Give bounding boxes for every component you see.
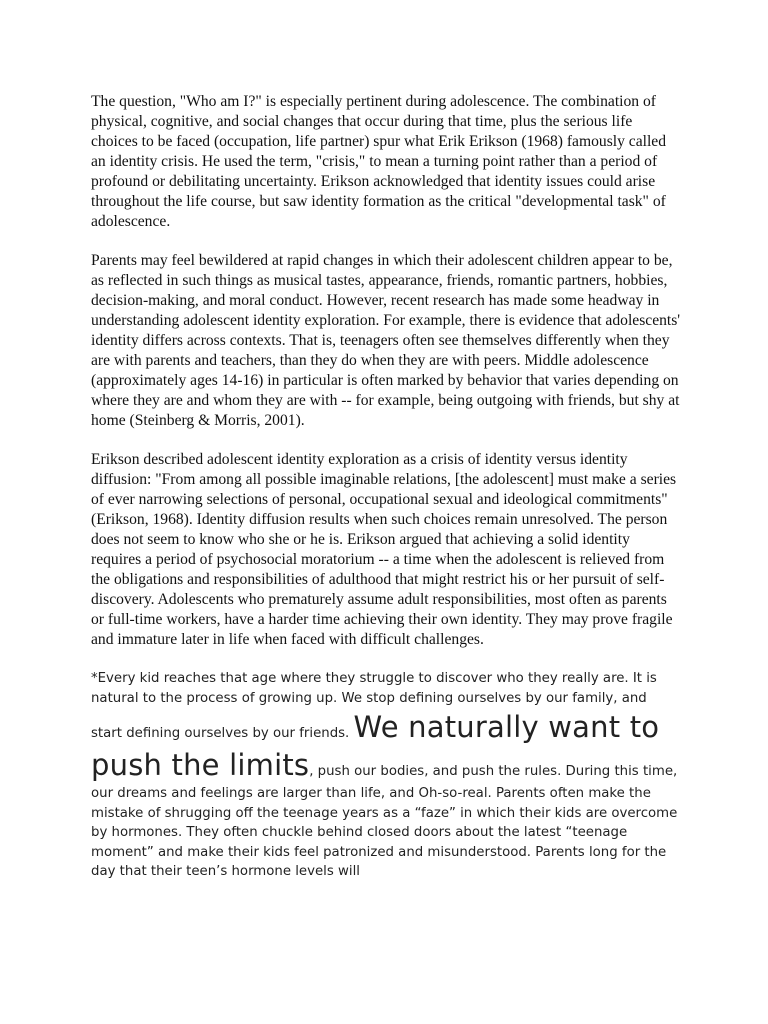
paragraph-identity-question: The question, "Who am I?" is especially pertinent during adolescence. The combination of physical, cognitive, and social changes that occur during that time, plus the serious life choices to be faced (occupation, life partner) spur what Erik Erikson (1968) famously called an identity crisis. He used the term, "crisis," to mean a turning point rather than a period of profound or debilitating uncertainty. Erikson acknowledged that identity issues could arise throughout the life course, but saw identity formation as the critical "developmental task" of adolescence. (91, 93, 667, 230)
note-emphasis: We naturally want to push the limits (91, 710, 660, 782)
note-text-start: *Every kid reaches that age where they struggle to discover who they really are. It is natural to the process of growing up. We stop defining ourselves by our family, and start defining ourselves by our friends. (91, 671, 657, 741)
document-page (91, 92, 681, 882)
paragraph-parents-bewildered: Parents may feel bewildered at rapid changes in which their adolescent children appear to be, as reflected in such things as musical tastes, appearance, friends, romantic partners, hobbies, decision-making, and moral conduct. However, recent research has made some headway in understanding adolescent identity exploration. For example, there is evidence that adolescents' identity differs across contexts. That is, teenagers often see themselves differently when they are with parents and teachers, than they do when they are with peers. Middle adolescence (approximately ages 14-16) in particular is often marked by behavior that varies depending on where they are and whom they are with -- for example, being outgoing with friends, but shy at home (Steinberg & Morris, 2001). (91, 252, 681, 429)
paragraph-identity-diffusion: Erikson described adolescent identity exploration as a crisis of identity versus identity diffusion: "From among all possible imaginable relations, [the adolescent] must make a series of ever narrowing selections of personal, occupational sexual and ideological commitments" (Erikson, 1968). Identity diffusion results when such choices remain unresolved. The person does not seem to know who she or he is. Erikson argued that achieving a solid identity requires a period of psychosocial moratorium -- a time when the adolescent is relieved from the obligations and responsibilities of adulthood that might restrict his or her pursuit of self-discovery. Adolescents who prematurely assume adult responsibilities, most often as parents or full-time workers, have a harder time achieving their own identity. They may prove fragile and immature later in life when faced with difficult challenges. (91, 451, 677, 648)
note-paragraph (91, 669, 681, 882)
note-text-end: , push our bodies, and push the rules. During this time, our dreams and feelings are larger than life, and Oh-so-real. Parents often make the mistake of shrugging off the teenage years as a “faze” in which their kids are overcome by hormones. They often chuckle behind closed doors about the latest “teenage moment” and make their kids feel patronized and misunderstood. Parents long for the day that their teen’s hormone levels will (91, 764, 678, 879)
